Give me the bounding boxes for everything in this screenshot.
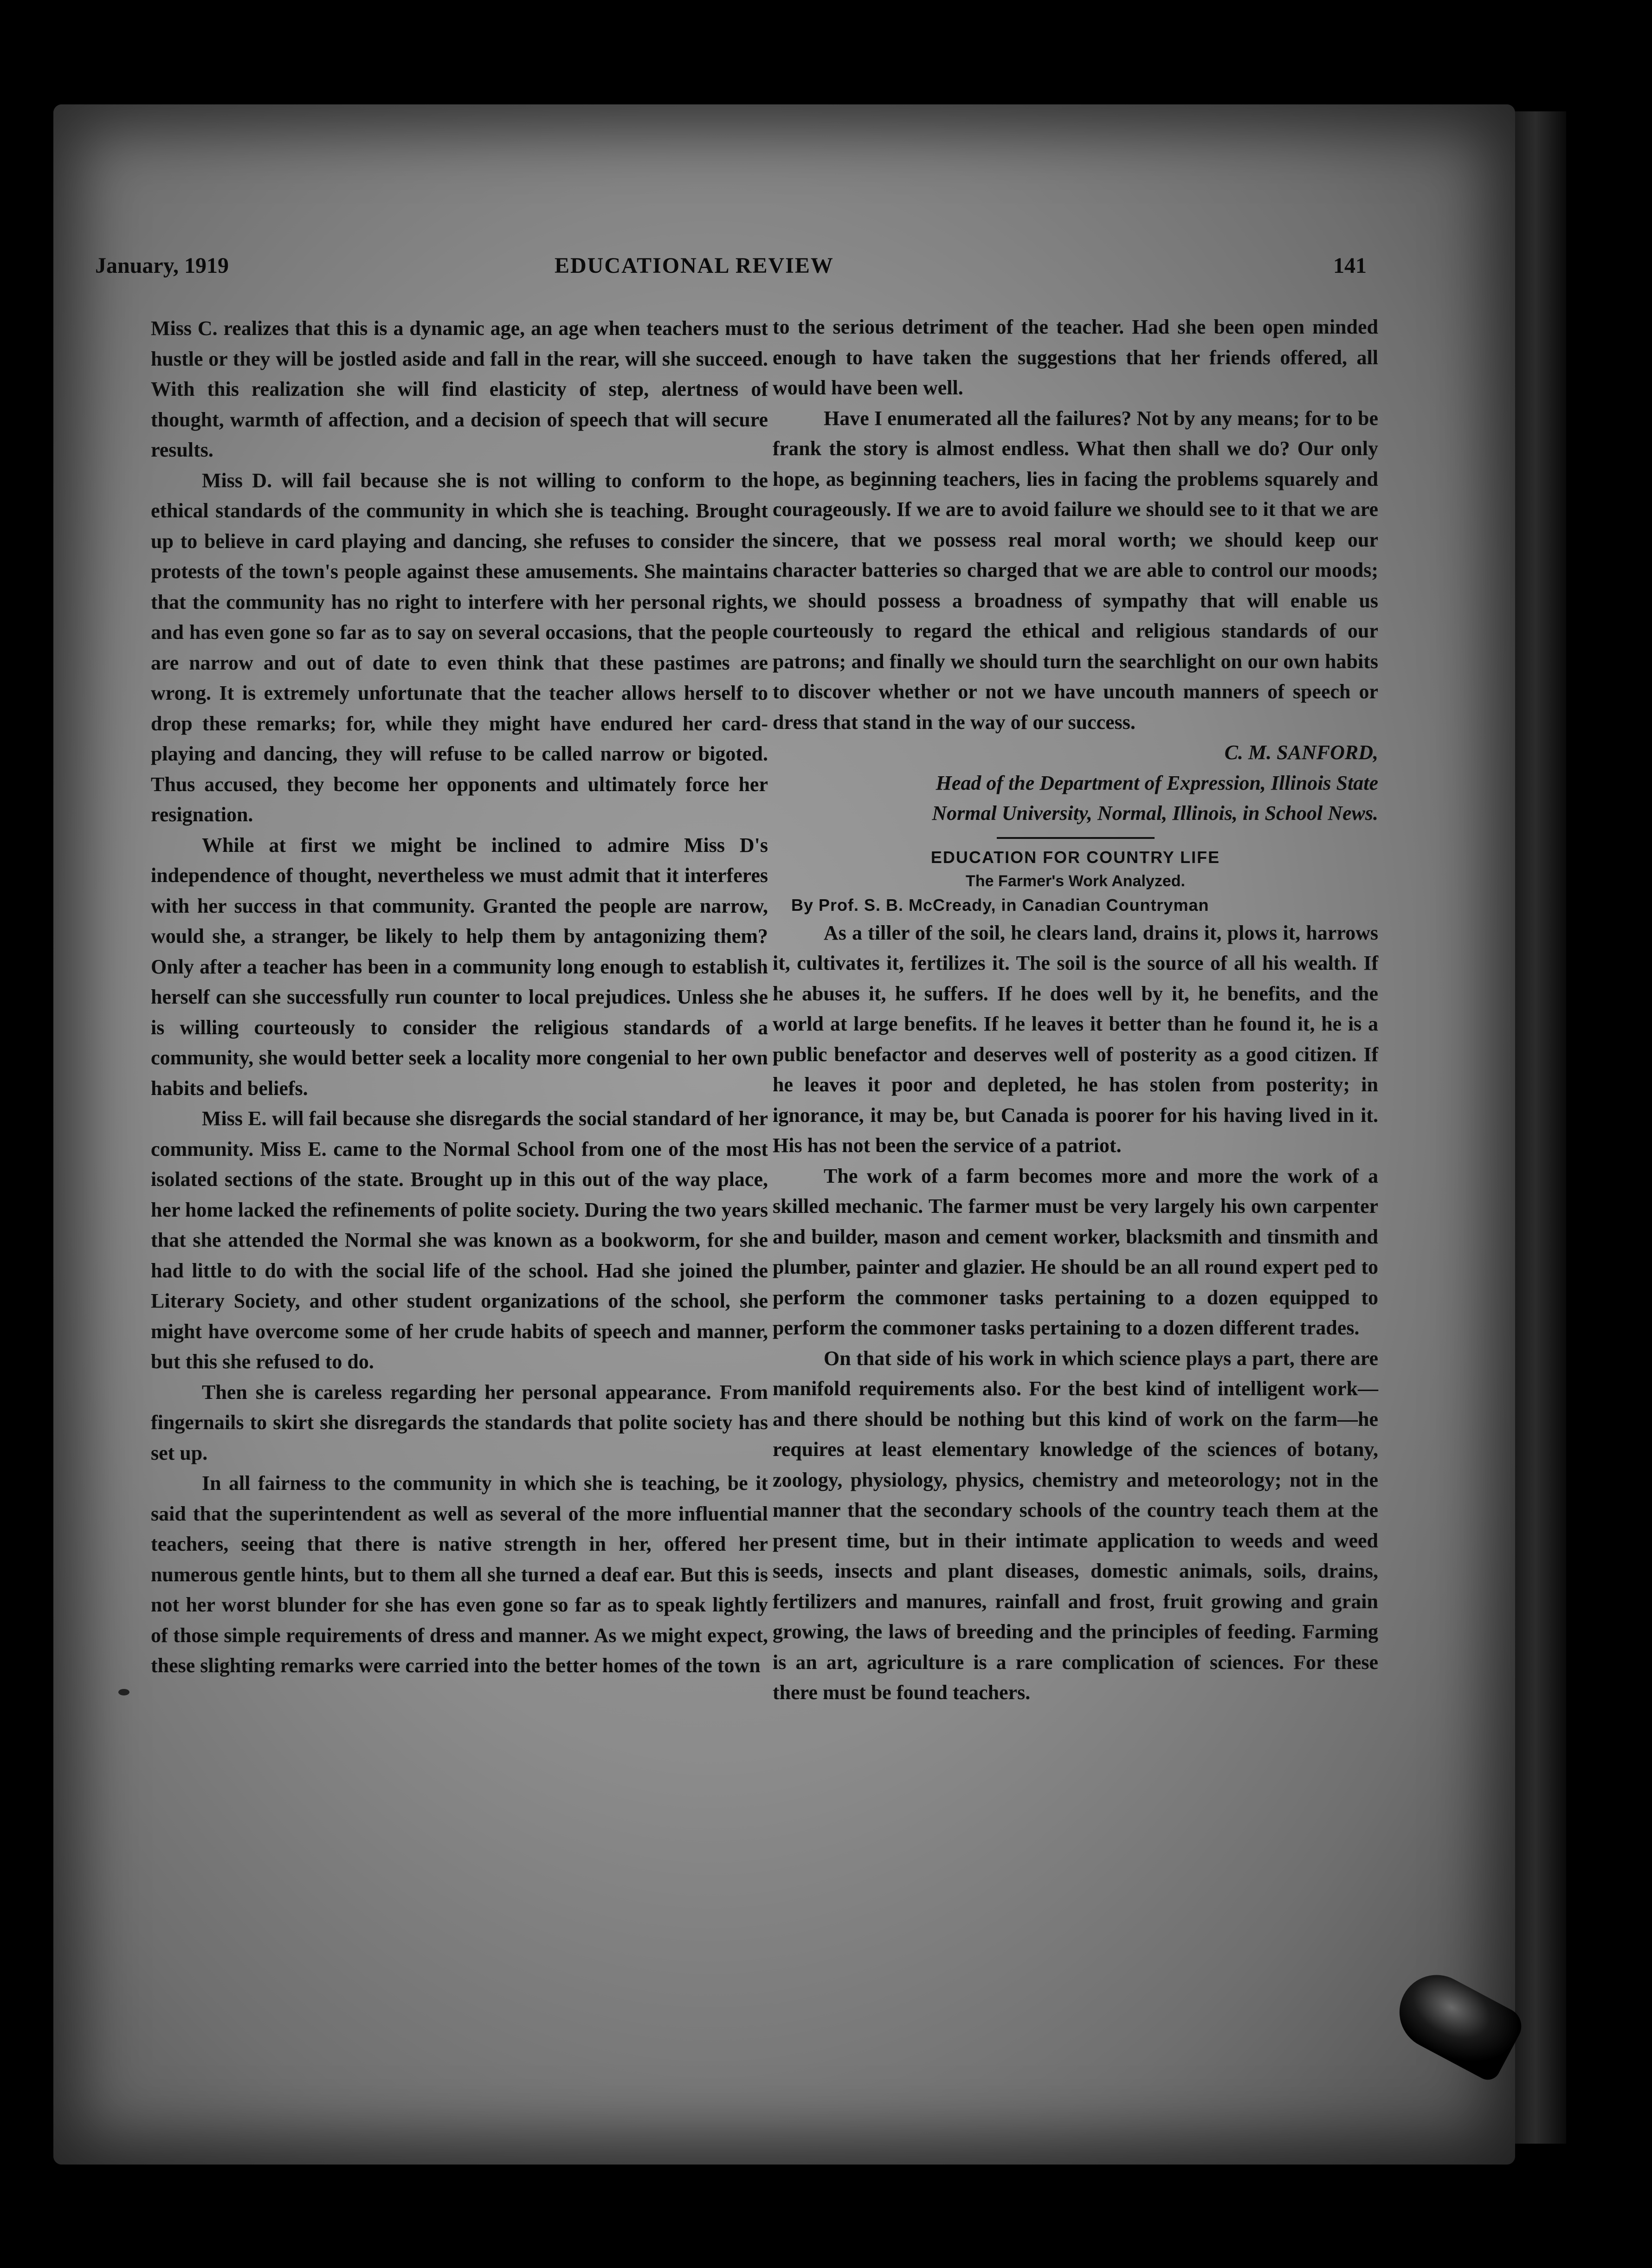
source-line: Normal University, Normal, Illinois, in School News. — [932, 802, 1378, 825]
author-signature: C. M. SANFORD, — [1224, 741, 1378, 764]
left-column — [151, 313, 768, 1681]
page-header — [95, 253, 1367, 290]
paragraph: On that side of his work in which science plays a part, there are manifold requirements also. For the best kind of intelligent work—and there should be nothing but this kind of work on the farm—he requires at least elementary knowledge of the sciences of botany, zoology, physiology, physics, chemistry and meteorology; not in the manner that the secondary schools of the country teach them at the present time, but in their intimate application to weeds and weed seeds, insects and plant diseases, domestic animals, soils, drains, fertilizers and manures, rainfall and frost, fruit growing and grain growing, the laws of breeding and the principles of feeding. Farming is an art, agriculture is a rare complication of sciences. For these there must be found teachers. — [773, 1347, 1378, 1704]
page-number: 141 — [1333, 253, 1367, 278]
paragraph: Have I enumerated all the failures? Not by any means; for to be frank the story is almost endless. What then shall we do? Our only hope, as beginning teachers, lies in facing the problems squarely and courageously. If we are to avoid failure we should see to it that we are sincere, that we possess real moral worth; we should keep our character batteries so charged that we are able to control our moods; we should possess a broadness of sympathy that will enable us courteously to regard the ethical and religious standards of our patrons; and finally we should turn the searchlight on our own habits to discover whether or not we have uncouth manners of speech or dress that stand in the way of our success. — [773, 406, 1378, 734]
header-date: January, 1919 — [95, 253, 229, 278]
paragraph: Miss C. realizes that this is a dynamic age, an age when teachers must hustle or they will be jostled aside and fall in the rear, will she succeed. With this realization she will find elasticity of step, alertness of thought, warmth of affection, and a decision of speech that will secure results. — [151, 317, 768, 461]
book-spine-edge — [1515, 111, 1566, 2144]
paragraph: As a tiller of the soil, he clears land, drains it, plows it, harrows it, cultivates it, fertilizes it. The soil is the source of all his wealth. If he abuses it, he suffers. If he does well by it, he benefits, and the world at large benefits. If he leaves it better than he found it, he is a public benefactor and deserves well of posterity as a good citizen. If he leaves it poor and depleted, he has stolen from posterity; in ignorance, it may be, but Canada is poorer for his having lived in it. His has not been the service of a patriot. — [773, 921, 1378, 1157]
paragraph: While at first we might be inclined to admire Miss D's independence of thought, nevertheless we must admit that it interferes with her success in that community. Granted the people are narrow, would she, a stranger, be likely to help them by antagonizing them? Only after a teacher has been in a community long enough to establish herself can she successfully run counter to local prejudices. Unless she is willing courteously to consider the religious standards of a community, she would better seek a locality more congenial to her own habits and beliefs. — [151, 833, 768, 1100]
right-column — [773, 312, 1378, 1708]
journal-title: EDUCATIONAL REVIEW — [555, 253, 834, 278]
paragraph: In all fairness to the community in which she is teaching, be it said that the superintendent as well as several of the more influential teachers, seeing that there is native strength in her, offered her numerous gentle hints, but to them all she turned a deaf ear. But this is not her worst blunder for she has even gone so far as to speak lightly of those simple requirements of dress and manner. As we might expect, these slighting remarks were carried into the better homes of the town — [151, 1472, 768, 1677]
paragraph: Miss D. will fail because she is not willing to conform to the ethical standards of the community in which she is teaching. Brought up to believe in card playing and dancing, she refuses to consider the protests of the town's people against these amusements. She maintains that the community has no right to interfere with her personal rights, and has even gone so far as to say on several occasions, that the people are narrow and out of date to even think that these pastimes are wrong. It is extremely unfortunate that the teacher allows herself to drop these remarks; for, while they might have endured her card-playing and dancing, they will refuse to be called narrow or bigoted. Thus accused, they become her opponents and ultimately force her resignation. — [151, 469, 768, 826]
paragraph: Then she is careless regarding her personal appearance. From fingernails to skirt she disregards the standards that polite society has set up. — [151, 1380, 768, 1464]
paragraph: Miss E. will fail because she disregards the social standard of her community. Miss E. came to the Normal School from one of the most isolated sections of the state. Brought up in this out of the way place, her home lacked the refinements of polite society. During the two years that she attended the Normal she was known as a bookworm, for she had little to do with the social life of the school. Had she joined the Literary Society, and other student organizations of the school, she might have overcome some of her crude habits of speech and manner, but this she refused to do. — [151, 1107, 768, 1373]
source-line: Head of the Department of Expression, Illinois State — [936, 771, 1378, 794]
article-byline: By Prof. S. B. McCready, in Canadian Countryman — [791, 895, 1209, 915]
section-divider — [997, 837, 1155, 839]
section-title: EDUCATION FOR COUNTRY LIFE — [930, 847, 1220, 867]
section-subtitle: The Farmer's Work Analyzed. — [966, 872, 1185, 890]
ink-smudge — [118, 1689, 129, 1695]
paragraph: The work of a farm becomes more and more the work of a skilled mechanic. The farmer must be very largely his own carpenter and builder, mason and cement worker, blacksmith and tinsmith and plumber, painter and glazier. He should be an all round expert ped to perform the commoner tasks pertaining to a dozen equipped to perform the commoner tasks pertaining to a dozen different trades. — [773, 1164, 1378, 1339]
paragraph: to the serious detriment of the teacher. Had she been open minded enough to have taken the suggestions that her friends offered, all would have been well. — [773, 316, 1378, 399]
